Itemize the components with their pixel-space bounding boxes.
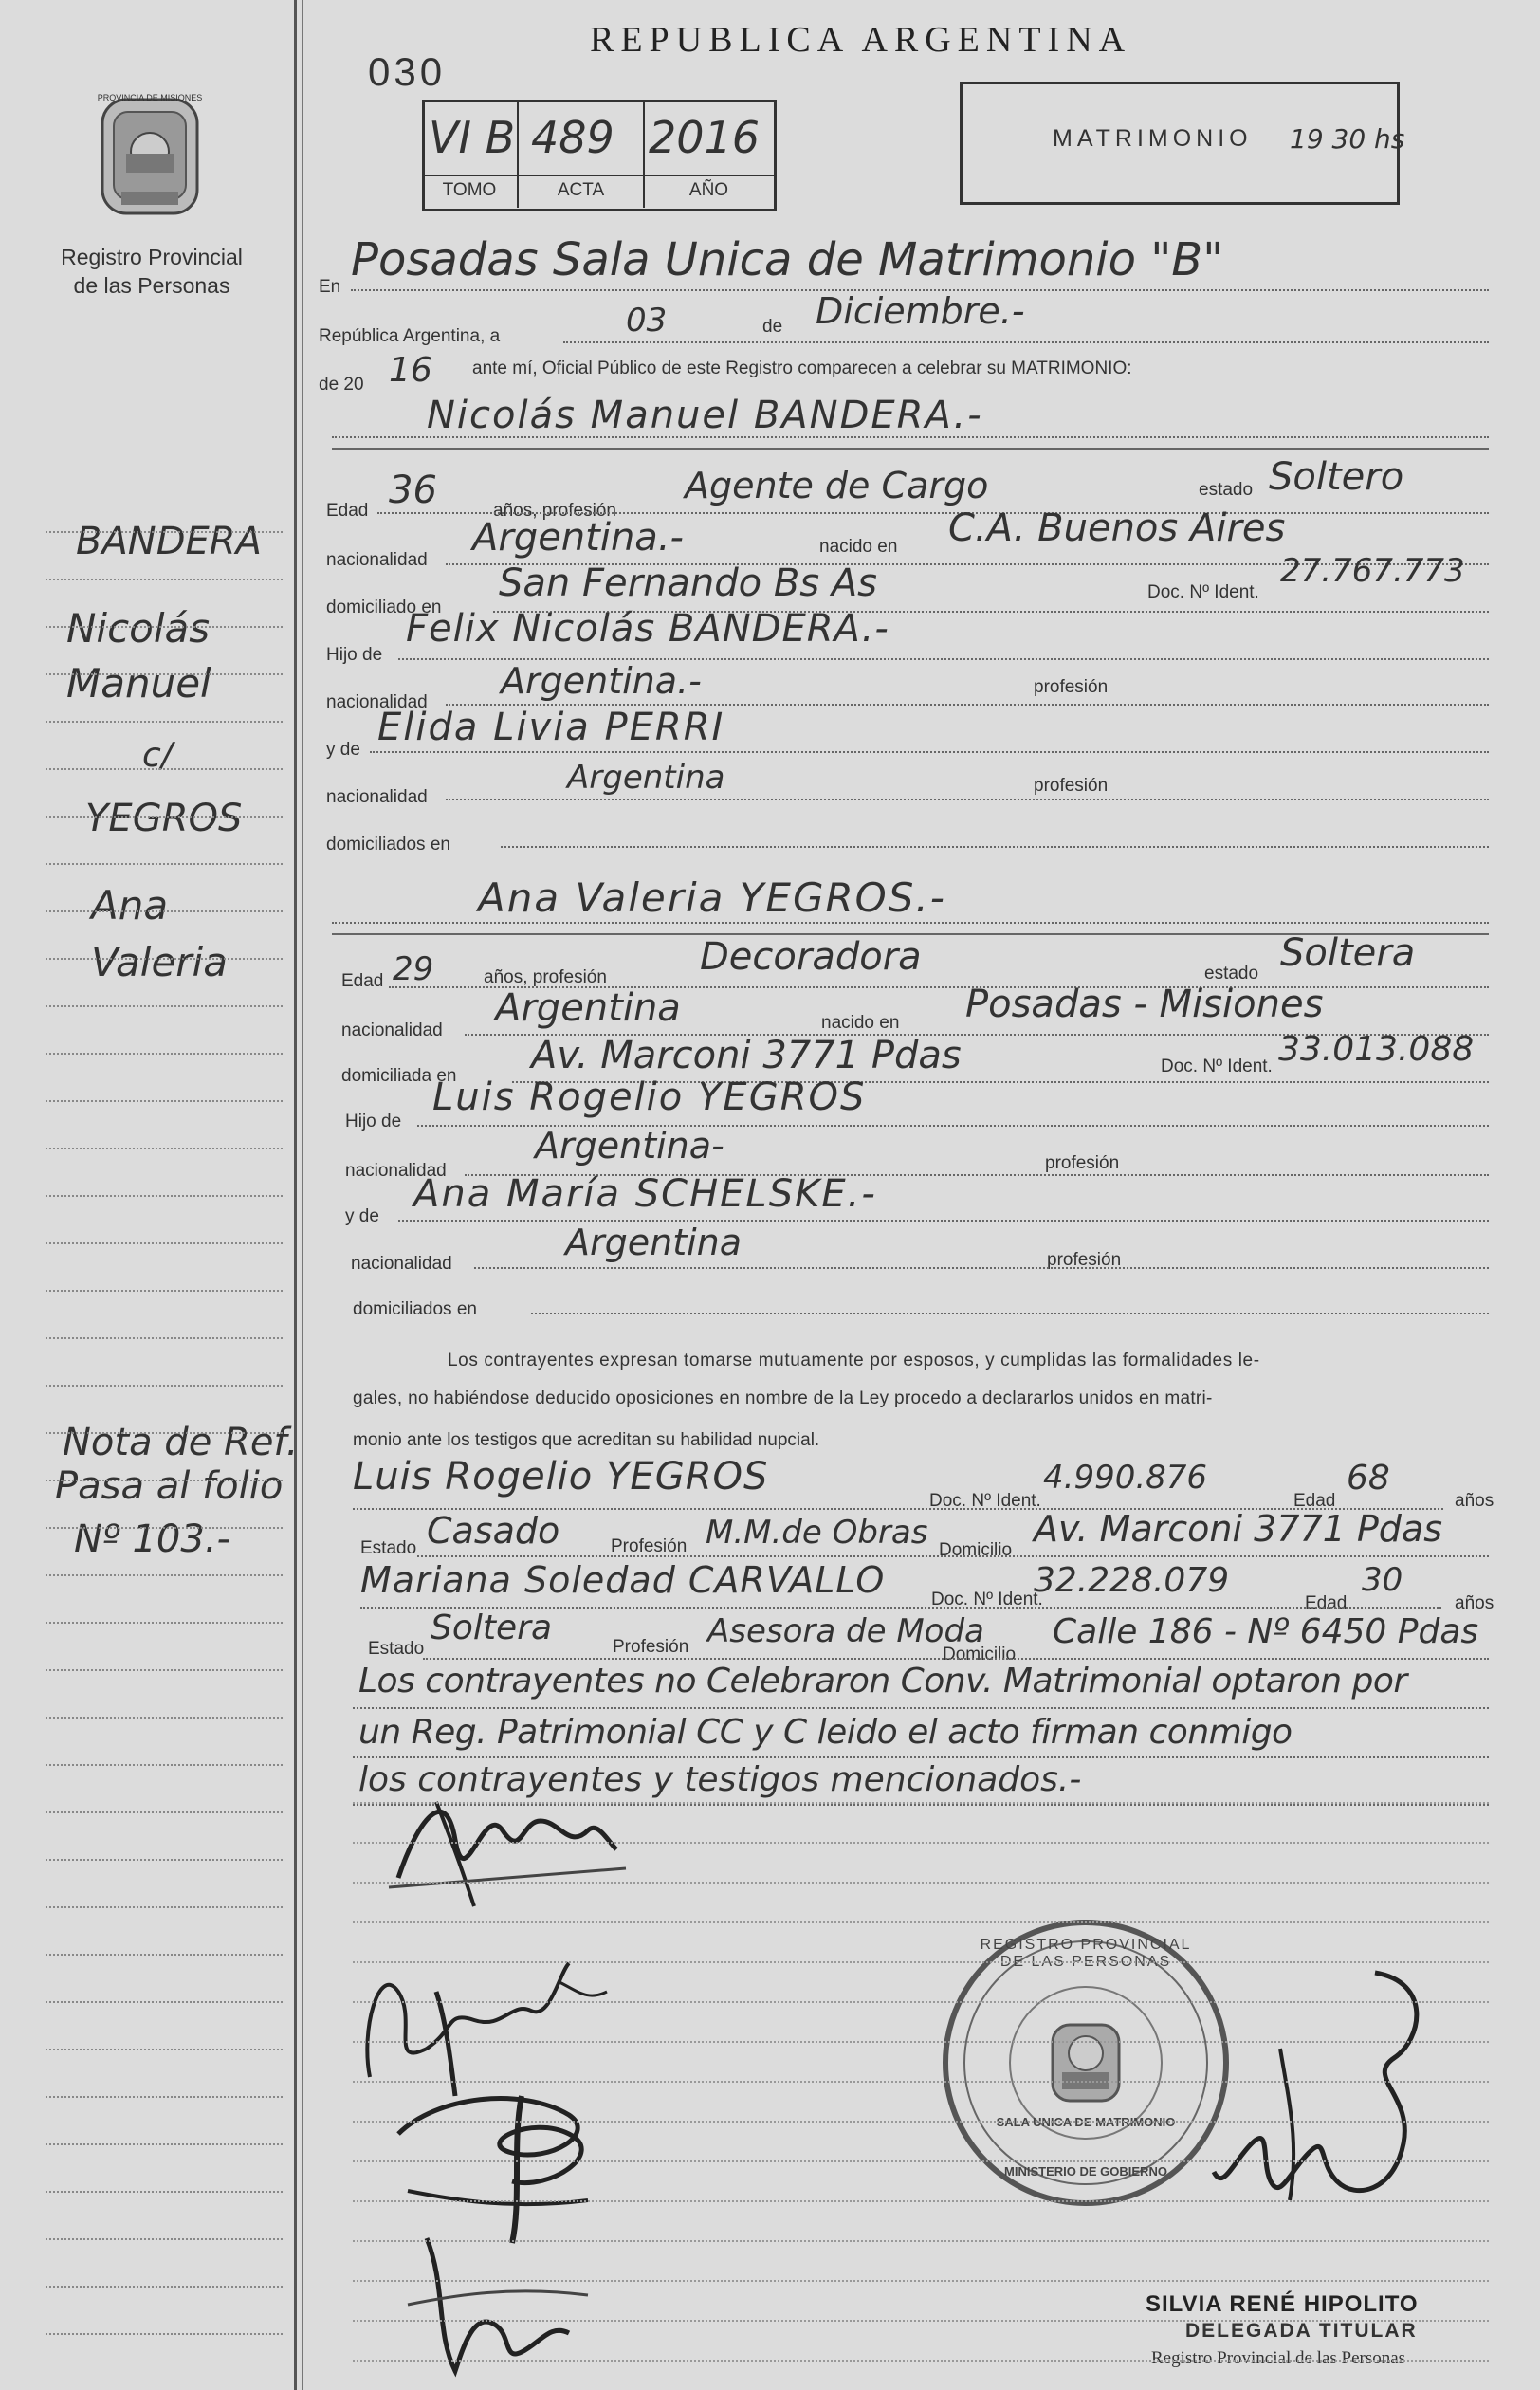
bride-mother-nac-label: nacionalidad [351, 1254, 452, 1274]
margin-ruled-line [46, 816, 283, 818]
country-title: REPUBLICA ARGENTINA [590, 20, 1132, 60]
intro-text: ante mí, Oficial Público de este Registro comparecen a celebrar su MATRIMONIO: [472, 358, 1132, 378]
official-seal [939, 1916, 1233, 2210]
groom-doc-label: Doc. Nº Ident. [1147, 582, 1259, 602]
groom-father-nac-label: nacionalidad [326, 692, 428, 712]
margin-ruled-line [46, 1764, 283, 1766]
en-label: En [319, 277, 341, 297]
groom-profession: Agente de Cargo [685, 465, 989, 506]
bride-edad-label: Edad [341, 971, 384, 991]
margin-ruled-line [46, 1906, 283, 1908]
folio-number: 030 [368, 49, 447, 94]
groom-mother-nac-label: nacionalidad [326, 787, 428, 807]
margin-ruled-line [46, 1242, 283, 1244]
signature-area-ruled-line [353, 1842, 1489, 1844]
witness2-age: 30 [1362, 1561, 1403, 1599]
margin-given2b: Valeria [91, 939, 228, 985]
margin-ruled-line [46, 1432, 283, 1434]
acta-label: ACTA [557, 180, 605, 200]
signature-area-ruled-line [353, 2360, 1489, 2362]
groom-age: 36 [389, 469, 437, 512]
tomo-value: VI B [429, 112, 516, 163]
bride-domiciliados-label: domiciliados en [353, 1299, 477, 1319]
groom-nac-label: nacionalidad [326, 550, 428, 570]
seal-ring-text: REGISTRO PROVINCIAL DE LAS PERSONAS [980, 1937, 1192, 1970]
registry-name-line1: Registro Provincial [61, 245, 243, 269]
margin-ruled-line [46, 1053, 283, 1055]
groom-father: Felix Nicolás BANDERA.- [406, 607, 889, 651]
groom-edad-label: Edad [326, 501, 369, 521]
line-groom-mother-nac [446, 799, 1489, 800]
bride-father-nationality: Argentina- [535, 1125, 724, 1167]
signature-witness2 [398, 2219, 626, 2381]
signature-area-ruled-line [353, 2240, 1489, 2242]
groom-anos-profesion-label: años, profesión [493, 501, 616, 521]
witness1-age: 68 [1347, 1459, 1390, 1498]
witness1-estado-label: Estado [360, 1538, 417, 1558]
official-title: DELEGADA TITULAR [1185, 2320, 1418, 2342]
line-date [563, 341, 1489, 343]
acta-value: 489 [531, 112, 614, 163]
margin-ruled-line [46, 1385, 283, 1387]
bride-father-prof-label: profesión [1045, 1153, 1120, 1173]
witness1-anos-label: años [1455, 1491, 1494, 1511]
bride-nationality: Argentina [495, 986, 681, 1030]
line-groom-edad [377, 512, 1489, 514]
ceremony-month: Diciembre.- [816, 290, 1025, 332]
registry-name-line2: de las Personas [73, 273, 230, 298]
ceremony-time: 19 30 hs [1290, 123, 1405, 155]
line-groom-name [332, 436, 1489, 438]
signature-groom [379, 1764, 645, 1916]
groom-separator [332, 448, 1489, 450]
margin-ruled-line [46, 673, 283, 675]
bride-father: Luis Rogelio YEGROS [432, 1076, 867, 1119]
line-obs2 [353, 1756, 1489, 1758]
groom-estado-label: estado [1199, 480, 1254, 500]
margin-ruled-line [46, 1669, 283, 1671]
margin-note-line3: Nº 103.- [74, 1517, 230, 1561]
margin-surname2: YEGROS [85, 797, 243, 840]
margin-ruled-line [46, 958, 283, 960]
bride-nac-label: nacionalidad [341, 1020, 443, 1040]
signature-area-ruled-line [353, 2160, 1489, 2162]
groom-mother-nationality: Argentina [567, 759, 725, 797]
margin-ruled-line [46, 1717, 283, 1719]
official-organization: Registro Provincial de las Personas [1151, 2348, 1406, 2368]
bride-name: Ana Valeria YEGROS.- [478, 874, 946, 921]
line-witness1-estado [417, 1555, 1489, 1557]
anio-label: AÑO [688, 180, 729, 200]
observations-line3: los contrayentes y testigos mencionados.- [358, 1760, 1082, 1799]
witness1-profession: M.M.de Obras [706, 1514, 928, 1552]
observations-line2: un Reg. Patrimonial CC y C leido el acto firman conmigo [358, 1713, 1292, 1752]
record-box-divider [422, 175, 777, 176]
signature-area-ruled-line [353, 2041, 1489, 2043]
witness2-name: Mariana Soledad CARVALLO [360, 1559, 886, 1601]
margin-ruled-line [46, 2001, 283, 2003]
signature-area-ruled-line [353, 2121, 1489, 2123]
signature-area-ruled-line [353, 2200, 1489, 2202]
witness2-prof-label: Profesión [613, 1637, 689, 1657]
bride-domicile: Av. Marconi 3771 Pdas [531, 1034, 962, 1077]
margin-note-line1: Nota de Ref. [63, 1421, 299, 1464]
bride-estado-label: estado [1204, 964, 1259, 984]
witness1-doc-label: Doc. Nº Ident. [929, 1491, 1041, 1511]
line-bride-domiciliados [531, 1313, 1489, 1314]
margin-rule [294, 0, 297, 2390]
margin-surname1: BANDERA [76, 520, 262, 563]
seal-inner-text: SALA UNICA DE MATRIMONIO [996, 2115, 1176, 2129]
margin-ruled-line [46, 626, 283, 628]
witness2-doc-label: Doc. Nº Ident. [931, 1590, 1043, 1609]
groom-domiciliados-label: domiciliados en [326, 835, 450, 855]
de-label: de [762, 317, 783, 337]
body-text-line2: gales, no habiéndose deducido oposiciones en nombre de la Ley procedo a declararlos unidos en matri- [353, 1388, 1213, 1408]
signature-area-ruled-line [353, 2001, 1489, 2003]
groom-nationality: Argentina.- [472, 516, 684, 560]
signature-area-ruled-line [353, 1882, 1489, 1884]
margin-ruled-line [46, 1480, 283, 1481]
margin-ruled-line [46, 531, 283, 533]
witness1-estado: Casado [427, 1510, 560, 1552]
margin-ruled-line [46, 910, 283, 912]
line-groom-domiciliados [501, 846, 1489, 848]
margin-ruled-line [46, 1622, 283, 1624]
groom-nacido-label: nacido en [819, 537, 898, 557]
margin-given2a: Ana [91, 882, 169, 928]
republica-label: República Argentina, a [319, 326, 501, 346]
witness1-domicilio-label: Domicilio [939, 1540, 1013, 1560]
groom-father-nationality: Argentina.- [501, 660, 702, 702]
witness1-doc: 4.990.876 [1043, 1459, 1208, 1497]
signature-area-ruled-line [353, 1921, 1489, 1923]
body-text-line1: Los contrayentes expresan tomarse mutuamente por esposos, y cumplidas las formalidades le- [448, 1351, 1260, 1370]
margin-conjunction: c/ [142, 736, 173, 775]
witness2-edad-label: Edad [1305, 1593, 1348, 1613]
margin-ruled-line [46, 721, 283, 723]
witness2-profession: Asesora de Moda [707, 1612, 984, 1650]
witness2-domicile: Calle 186 - Nº 6450 Pdas [1053, 1612, 1479, 1651]
margin-ruled-line [46, 1527, 283, 1529]
bride-dom-label: domiciliada en [341, 1066, 457, 1086]
bride-yde-label: y de [345, 1206, 379, 1226]
bride-profession: Decoradora [700, 935, 922, 979]
signature-area-ruled-line [353, 2280, 1489, 2282]
seal-bottom-text: MINISTERIO DE GOBIERNO [1004, 2164, 1167, 2179]
official-name: SILVIA RENÉ HIPOLITO [1146, 2291, 1419, 2317]
bride-estado: Soltera [1280, 931, 1416, 975]
ceremony-year: 16 [389, 351, 432, 390]
margin-ruled-line [46, 2333, 283, 2335]
margin-ruled-line [46, 863, 283, 865]
groom-domicile: San Fernando Bs As [499, 561, 878, 605]
anio-value: 2016 [649, 112, 761, 163]
groom-father-prof-label: profesión [1034, 677, 1109, 697]
groom-estado: Soltero [1269, 455, 1404, 499]
margin-ruled-line [46, 1859, 283, 1861]
witness2-doc: 32.228.079 [1034, 1561, 1230, 1600]
margin-ruled-line [46, 2096, 283, 2098]
line-obs1 [353, 1707, 1489, 1709]
margin-ruled-line [46, 1195, 283, 1197]
witness2-estado-label: Estado [368, 1639, 425, 1659]
bride-age: 29 [393, 950, 434, 988]
record-type-label: MATRIMONIO [1053, 125, 1253, 152]
line-groom-mother [370, 751, 1489, 753]
ceremony-day: 03 [626, 302, 668, 340]
logo-ring-text: PROVINCIA DE MISIONES [97, 93, 203, 102]
line-bride-name [332, 922, 1489, 924]
margin-ruled-line [46, 1100, 283, 1102]
margin-note-line2: Pasa al folio [55, 1464, 284, 1508]
witness2-anos-label: años [1455, 1593, 1494, 1613]
groom-name: Nicolás Manuel BANDERA.- [427, 394, 983, 437]
ceremony-place: Posadas Sala Unica de Matrimonio "B" [351, 233, 1224, 286]
groom-dom-label: domiciliado en [326, 598, 442, 617]
bride-birthplace: Posadas - Misiones [965, 983, 1324, 1026]
signature-area-ruled-line [353, 1802, 1489, 1804]
margin-ruled-line [46, 768, 283, 770]
bride-doc: 33.013.088 [1278, 1030, 1475, 1069]
tomo-label: TOMO [442, 180, 497, 200]
groom-doc: 27.767.773 [1280, 552, 1465, 590]
margin-given1a: Nicolás [66, 605, 211, 652]
witness1-edad-label: Edad [1293, 1491, 1336, 1511]
witness1-prof-label: Profesión [611, 1536, 688, 1556]
witness2-estado: Soltera [431, 1609, 553, 1647]
bride-doc-label: Doc. Nº Ident. [1161, 1057, 1273, 1076]
signature-area-ruled-line [353, 2081, 1489, 2083]
year-prefix: de 20 [319, 375, 364, 395]
line-bride-mother [398, 1220, 1489, 1222]
groom-yde-label: y de [326, 740, 360, 760]
margin-ruled-line [46, 579, 283, 580]
margin-ruled-line [46, 1005, 283, 1007]
margin-ruled-line [46, 1574, 283, 1576]
bride-hijo-label: Hijo de [345, 1112, 402, 1131]
province-logo [93, 95, 207, 218]
witness2-domicilio-label: Domicilio [943, 1645, 1017, 1664]
margin-ruled-line [46, 2143, 283, 2145]
signature-area-ruled-line [353, 2320, 1489, 2322]
bride-mother-nationality: Argentina [565, 1222, 742, 1263]
bride-mother-prof-label: profesión [1047, 1250, 1122, 1270]
margin-ruled-line [46, 1290, 283, 1292]
groom-birthplace: C.A. Buenos Aires [948, 506, 1286, 550]
body-text-line3: monio ante los testigos que acreditan su habilidad nupcial. [353, 1430, 820, 1450]
margin-ruled-line [46, 2191, 283, 2193]
line-bride-mother-nac [474, 1267, 1489, 1269]
groom-hijo-label: Hijo de [326, 645, 383, 665]
groom-mother: Elida Livia PERRI [377, 706, 725, 749]
margin-ruled-line [46, 1954, 283, 1956]
bride-anos-profesion-label: años, profesión [484, 967, 607, 987]
bride-mother: Ana María SCHELSKE.- [413, 1172, 877, 1216]
groom-mother-prof-label: profesión [1034, 776, 1109, 796]
margin-ruled-line [46, 1337, 283, 1339]
signature-area-ruled-line [353, 1961, 1489, 1963]
bride-father-nac-label: nacionalidad [345, 1161, 447, 1181]
witness1-name: Luis Rogelio YEGROS [353, 1455, 769, 1498]
line-witness2-estado [423, 1658, 1489, 1660]
margin-given1b: Manuel [66, 660, 211, 707]
margin-ruled-line [46, 2238, 283, 2240]
bride-nacido-label: nacido en [821, 1013, 900, 1033]
margin-ruled-line [46, 2049, 283, 2050]
margin-ruled-line [46, 2286, 283, 2288]
margin-ruled-line [46, 1148, 283, 1149]
margin-ruled-line [46, 1811, 283, 1813]
witness1-domicile: Av. Marconi 3771 Pdas [1034, 1508, 1443, 1550]
observations-line1: Los contrayentes no Celebraron Conv. Matrimonial optaron por [358, 1662, 1407, 1701]
